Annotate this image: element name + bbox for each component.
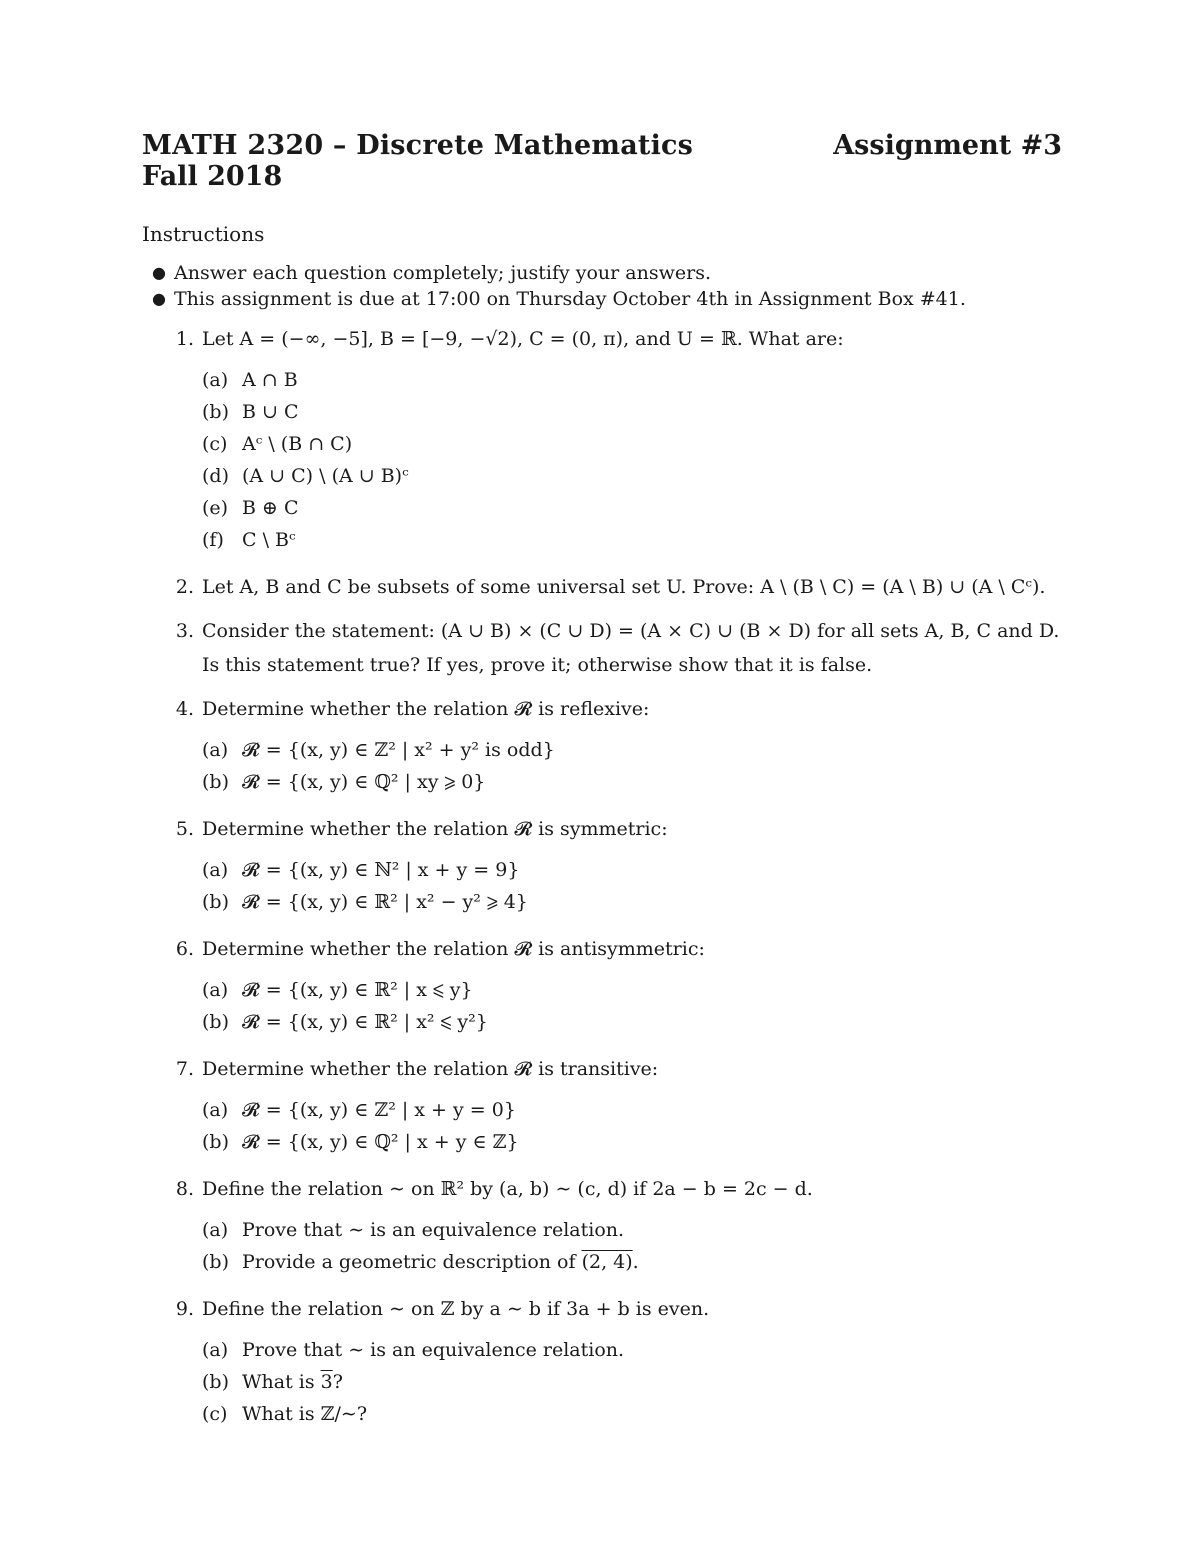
subquestion-text: 𝓡 = {(x, y) ∈ ℤ² | x + y = 0} [242, 1099, 516, 1121]
subquestion-item [202, 1366, 1062, 1398]
subquestion-label: (a) [202, 1099, 229, 1121]
equivalence-class: 3 [320, 1371, 333, 1393]
subquestion-item [202, 460, 1062, 492]
subquestion-text: What is [242, 1371, 321, 1393]
subquestion-item [202, 1246, 1062, 1278]
subquestion-text: A ∩ B [242, 369, 298, 391]
question-8 [142, 1176, 1062, 1278]
assignment-number: Assignment #3 [833, 130, 1062, 161]
subquestion-list [142, 1094, 1062, 1158]
question-9 [142, 1296, 1062, 1430]
assignment-page [142, 130, 1062, 1430]
subquestion-punct: ? [332, 1371, 343, 1393]
subquestion-item [202, 734, 1062, 766]
question-number: 1. [175, 328, 194, 350]
instruction-item [152, 260, 1062, 286]
instructions-heading: Instructions [142, 222, 265, 246]
subquestion-list [142, 1214, 1062, 1278]
subquestion-label: (f) [202, 529, 224, 551]
instruction-text: Answer each question completely; justify your answers. [174, 262, 711, 284]
subquestion-label: (a) [202, 1219, 229, 1241]
subquestion-text: C \ Bᶜ [242, 529, 296, 551]
subquestion-item [202, 854, 1062, 886]
subquestion-label: (c) [202, 1403, 228, 1425]
subquestion-label: (c) [202, 433, 228, 455]
subquestion-label: (b) [202, 1371, 229, 1393]
question-number: 4. [175, 698, 194, 720]
question-text: Determine whether the relation 𝓡 is symmetric: [202, 818, 668, 840]
bullet-icon: ● [152, 289, 166, 308]
subquestion-item [202, 1398, 1062, 1430]
subquestion-text: B ∪ C [242, 401, 299, 423]
subquestion-text: 𝓡 = {(x, y) ∈ ℕ² | x + y = 9} [242, 859, 520, 881]
question-number: 3. [175, 620, 194, 642]
subquestion-label: (a) [202, 369, 229, 391]
subquestion-item [202, 1214, 1062, 1246]
subquestion-text: Aᶜ \ (B ∩ C) [242, 433, 353, 455]
subquestion-list [142, 364, 1062, 556]
subquestion-item [202, 364, 1062, 396]
course-title: MATH 2320 – Discrete Mathematics [142, 130, 694, 161]
subquestion-text: 𝓡 = {(x, y) ∈ ℝ² | x ⩽ y} [242, 979, 473, 1001]
question-number: 5. [175, 818, 194, 840]
subquestion-label: (a) [202, 739, 229, 761]
subquestion-label: (b) [202, 401, 229, 423]
question-line [142, 1056, 1062, 1082]
subquestion-text: 𝓡 = {(x, y) ∈ ℝ² | x² − y² ⩾ 4} [242, 891, 528, 913]
subquestion-punct: . [632, 1251, 639, 1273]
subquestion-label: (b) [202, 891, 229, 913]
subquestion-list [142, 974, 1062, 1038]
question-text: Determine whether the relation 𝓡 is antisymmetric: [202, 938, 705, 960]
subquestion-label: (b) [202, 1131, 229, 1153]
question-line [142, 618, 1062, 644]
instruction-item [152, 286, 1062, 312]
question-number: 7. [175, 1058, 194, 1080]
subquestion-text: 𝓡 = {(x, y) ∈ ℝ² | x² ⩽ y²} [242, 1011, 488, 1033]
subquestion-item [202, 396, 1062, 428]
subquestion-text: Provide a geometric description of [242, 1251, 582, 1273]
question-3 [142, 618, 1062, 678]
question-line [142, 696, 1062, 722]
subquestion-text: What is ℤ/∼? [242, 1403, 368, 1425]
question-7 [142, 1056, 1062, 1158]
question-text: Let A, B and C be subsets of some universal set U. Prove: A \ (B \ C) = (A \ B) ∪ (A \ Cᶜ). [202, 576, 1046, 598]
question-text: Define the relation ∼ on ℝ² by (a, b) ∼ (c, d) if 2a − b = 2c − d. [202, 1178, 813, 1200]
subquestion-item [202, 428, 1062, 460]
question-number: 6. [175, 938, 194, 960]
subquestion-text: 𝓡 = {(x, y) ∈ ℚ² | x + y ∈ ℤ} [242, 1131, 519, 1153]
question-1 [142, 326, 1062, 556]
question-line [142, 1176, 1062, 1202]
question-number: 2. [175, 576, 194, 598]
subquestion-item [202, 1094, 1062, 1126]
subquestion-label: (a) [202, 1339, 229, 1361]
question-4 [142, 696, 1062, 798]
subquestion-text: B ⊕ C [242, 497, 299, 519]
question-line [142, 1296, 1062, 1322]
instructions-list [142, 260, 1062, 312]
subquestion-item [202, 524, 1062, 556]
subquestion-label: (b) [202, 1251, 229, 1273]
subquestion-item [202, 1126, 1062, 1158]
subquestion-label: (e) [202, 497, 229, 519]
question-line [142, 574, 1062, 600]
subquestion-item [202, 886, 1062, 918]
question-line [142, 936, 1062, 962]
question-number: 8. [175, 1178, 194, 1200]
question-line [142, 816, 1062, 842]
subquestion-label: (d) [202, 465, 229, 487]
instruction-text: This assignment is due at 17:00 on Thursday October 4th in Assignment Box #41. [174, 288, 966, 310]
subquestion-item [202, 974, 1062, 1006]
question-continuation: Is this statement true? If yes, prove it; otherwise show that it is false. [202, 654, 873, 676]
subquestion-label: (b) [202, 1011, 229, 1033]
header-row [142, 130, 1062, 161]
question-2 [142, 574, 1062, 600]
subquestion-list [142, 734, 1062, 798]
subquestion-text: 𝓡 = {(x, y) ∈ ℚ² | xy ⩾ 0} [242, 771, 486, 793]
questions-list [142, 326, 1062, 1430]
subquestion-text: (A ∪ C) \ (A ∪ B)ᶜ [242, 465, 409, 487]
question-text: Consider the statement: (A ∪ B) × (C ∪ D) = (A × C) ∪ (B × D) for all sets A, B, C and D. [202, 620, 1060, 642]
subquestion-text: Prove that ∼ is an equivalence relation. [242, 1219, 625, 1241]
subquestion-label: (a) [202, 979, 229, 1001]
subquestion-item [202, 1334, 1062, 1366]
equivalence-class: (2, 4) [581, 1251, 633, 1273]
term-label: Fall 2018 [142, 161, 283, 192]
subquestion-label: (b) [202, 771, 229, 793]
question-line [142, 326, 1062, 352]
question-number: 9. [175, 1298, 194, 1320]
question-6 [142, 936, 1062, 1038]
subquestion-list [142, 854, 1062, 918]
question-text: Let A = (−∞, −5], B = [−9, −√2), C = (0, π), and U = ℝ. What are: [202, 328, 844, 350]
subquestion-list [142, 1334, 1062, 1430]
question-5 [142, 816, 1062, 918]
subquestion-label: (a) [202, 859, 229, 881]
question-text: Determine whether the relation 𝓡 is reflexive: [202, 698, 650, 720]
subquestion-text: 𝓡 = {(x, y) ∈ ℤ² | x² + y² is odd} [242, 739, 555, 761]
subquestion-item [202, 492, 1062, 524]
subquestion-item [202, 766, 1062, 798]
bullet-icon: ● [152, 263, 166, 282]
question-text: Define the relation ∼ on ℤ by a ∼ b if 3a + b is even. [202, 1298, 710, 1320]
subquestion-item [202, 1006, 1062, 1038]
question-text: Determine whether the relation 𝓡 is transitive: [202, 1058, 659, 1080]
subquestion-text: Prove that ∼ is an equivalence relation. [242, 1339, 625, 1361]
